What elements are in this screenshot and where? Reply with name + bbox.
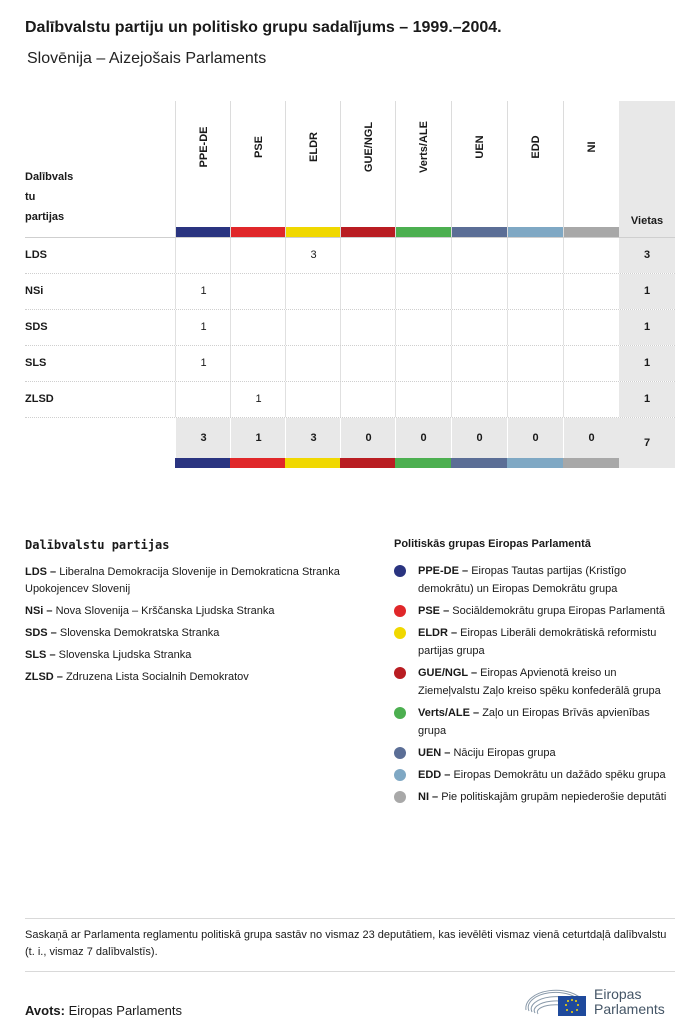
group-full-name: Pie politiskajām grupām nepiederošie deputāti	[438, 791, 667, 803]
seat-count-cell	[340, 310, 396, 345]
seat-count-cell	[451, 382, 507, 417]
group-column-label: Verts/ALE	[417, 121, 430, 173]
party-abbr: NSi –	[25, 605, 53, 617]
group-color-bar	[451, 458, 507, 468]
row-seat-total: 1	[619, 310, 675, 345]
row-seat-total: 1	[619, 382, 675, 417]
party-label: SLS	[25, 357, 47, 369]
group-abbr: PPE-DE –	[418, 565, 469, 577]
seat-count-cell	[340, 382, 396, 417]
source-value: Eiropas Parlaments	[64, 1003, 183, 1018]
party-legend-item	[25, 647, 345, 664]
group-total-cell: 3	[175, 418, 231, 458]
group-column-header	[285, 101, 341, 237]
group-column-label: NI	[585, 141, 598, 153]
group-column-header	[230, 101, 286, 237]
seat-count-cell	[507, 238, 563, 273]
seat-count-cell	[563, 310, 619, 345]
seat-count-cell	[395, 274, 451, 309]
table-row	[25, 381, 675, 417]
group-total-cell: 0	[395, 418, 451, 458]
group-abbr: ELDR –	[418, 627, 458, 639]
party-full-name: Slovenska Demokratska Stranka	[56, 627, 220, 639]
party-legend-item	[25, 564, 345, 598]
group-column-label: EDD	[529, 135, 542, 159]
seat-count-cell	[395, 382, 451, 417]
group-abbr: UEN –	[418, 747, 451, 759]
row-header-label: Dalībvals tu partijas	[25, 171, 74, 223]
party-legend	[25, 538, 345, 691]
seat-count-cell	[507, 346, 563, 381]
party-abbr: ZLSD –	[25, 671, 63, 683]
seat-count-cell: 3	[285, 238, 341, 273]
seat-count-cell	[230, 310, 286, 345]
source-line	[25, 1003, 182, 1018]
grand-total-seats: 7	[619, 418, 675, 468]
party-full-name: Nova Slovenija – Krščanska Ljudska Stranka	[52, 605, 275, 617]
group-legend	[394, 538, 679, 810]
party-abbr: SDS –	[25, 627, 57, 639]
group-column-label: PSE	[252, 135, 265, 159]
group-color-bar	[507, 458, 563, 468]
seat-count-cell	[563, 274, 619, 309]
table-header	[25, 101, 675, 237]
seats-column-header: Vietas	[619, 101, 675, 237]
group-column-label: GUE/NGL	[362, 121, 375, 173]
seat-count-cell: 1	[175, 274, 231, 309]
page-subtitle: Slovēnija – Aizejošais Parlaments	[27, 50, 267, 67]
group-abbr: NI –	[418, 791, 439, 803]
group-column-label: ELDR	[307, 132, 320, 162]
group-color-dot-icon	[394, 769, 406, 781]
party-label: NSi	[25, 285, 44, 297]
group-color-bar	[230, 458, 286, 468]
seat-count-cell: 1	[230, 382, 286, 417]
table-row	[25, 273, 675, 309]
party-legend-item	[25, 625, 345, 642]
party-abbr: LDS –	[25, 566, 57, 578]
seat-count-cell	[451, 238, 507, 273]
european-parliament-logo	[522, 982, 682, 1020]
row-seat-total: 1	[619, 346, 675, 381]
group-full-name: Eiropas Apvienotā kreiso un Ziemeļvalstu Zaļo kreiso spēku konfederālā grupa	[418, 667, 661, 697]
seat-count-cell	[507, 310, 563, 345]
group-full-name: Eiropas Demokrātu un dažādo spēku grupa	[450, 769, 666, 781]
party-legend-item	[25, 603, 345, 620]
source-label: Avots:	[25, 1003, 65, 1018]
group-total-cell: 0	[563, 418, 619, 458]
group-color-bar	[452, 227, 507, 237]
group-column-header	[175, 101, 231, 237]
seat-count-cell	[451, 346, 507, 381]
group-color-dot-icon	[394, 791, 406, 803]
seat-count-cell	[507, 382, 563, 417]
group-color-dot-icon	[394, 627, 406, 639]
seat-distribution-table	[25, 101, 675, 468]
row-seat-total: 1	[619, 274, 675, 309]
party-label: SDS	[25, 321, 48, 333]
seat-count-cell	[563, 238, 619, 273]
totals-row	[25, 417, 675, 468]
party-full-name: Zdruzena Lista Socialnih Demokratov	[62, 671, 249, 683]
group-full-name: Zaļo un Eiropas Brīvās apvienības grupa	[418, 707, 650, 737]
group-column-header	[395, 101, 451, 237]
seat-count-cell	[175, 382, 231, 417]
party-full-name: Liberalna Demokracija Slovenije in Demokraticna Stranka Upokojencev Slovenij	[25, 566, 340, 595]
group-color-bar	[340, 458, 396, 468]
group-total-cell: 3	[285, 418, 341, 458]
seat-count-cell: 1	[175, 346, 231, 381]
group-full-name: Eiropas Liberāli demokrātiskā reformistu partijas grupa	[418, 627, 657, 657]
group-column-header	[507, 101, 563, 237]
group-abbr: GUE/NGL –	[418, 667, 478, 679]
group-column-header	[340, 101, 396, 237]
group-color-bar	[395, 458, 451, 468]
group-legend-item	[394, 704, 679, 740]
group-full-name: Eiropas Tautas partijas (Kristīgo demokrātu) un Eiropas Demokrātu grupa	[418, 565, 627, 595]
group-total-cell: 1	[230, 418, 286, 458]
seat-count-cell	[563, 346, 619, 381]
group-legend-item	[394, 744, 679, 762]
group-color-bar	[396, 227, 451, 237]
group-color-dot-icon	[394, 565, 406, 577]
seat-count-cell	[340, 274, 396, 309]
row-seat-total: 3	[619, 238, 675, 273]
group-color-bar	[564, 227, 619, 237]
logo-text: Eiropas Parlaments	[594, 986, 665, 1017]
group-legend-item	[394, 624, 679, 660]
party-legend-heading: Dalībvalstu partijas	[25, 538, 170, 552]
seat-count-cell	[285, 274, 341, 309]
seat-count-cell	[395, 310, 451, 345]
table-row	[25, 309, 675, 345]
page-title: Dalībvalstu partiju un politisko grupu sadalījums – 1999.–2004.	[25, 19, 502, 36]
group-color-bar	[508, 227, 563, 237]
group-full-name: Sociāldemokrātu grupa Eiropas Parlamentā	[449, 605, 666, 617]
seat-count-cell	[285, 310, 341, 345]
group-color-dot-icon	[394, 605, 406, 617]
seat-count-cell	[563, 382, 619, 417]
group-column-header	[451, 101, 507, 237]
seat-count-cell	[507, 274, 563, 309]
table-row	[25, 345, 675, 381]
party-full-name: Slovenska Ljudska Stranka	[55, 649, 192, 661]
table-row	[25, 237, 675, 273]
group-legend-item	[394, 602, 679, 620]
group-full-name: Nāciju Eiropas grupa	[450, 747, 556, 759]
seat-count-cell	[230, 346, 286, 381]
seat-count-cell	[285, 346, 341, 381]
party-label: ZLSD	[25, 393, 54, 405]
seat-count-cell	[230, 274, 286, 309]
footnote: Saskaņā ar Parlamenta reglamentu politiskā grupa sastāv no vismaz 23 deputātiem, kas ievēlēti vismaz vienā ceturtdaļā dalībvalstu (t. i., vismaz 7 dalībvalstīs).	[25, 918, 675, 972]
group-color-bar	[563, 458, 619, 468]
group-color-bar	[175, 458, 231, 468]
group-color-dot-icon	[394, 667, 406, 679]
group-column-header	[563, 101, 619, 237]
group-column-label: PPE-DE	[197, 126, 210, 168]
group-legend-item	[394, 788, 679, 806]
group-legend-heading: Politiskās grupas Eiropas Parlamentā	[394, 538, 591, 550]
group-total-cell: 0	[507, 418, 563, 458]
group-color-dot-icon	[394, 747, 406, 759]
group-legend-item	[394, 766, 679, 784]
group-total-cell: 0	[340, 418, 396, 458]
group-legend-item	[394, 664, 679, 700]
group-column-label: UEN	[473, 135, 486, 159]
seat-count-cell: 1	[175, 310, 231, 345]
seat-count-cell	[395, 346, 451, 381]
group-color-dot-icon	[394, 707, 406, 719]
group-abbr: Verts/ALE –	[418, 707, 480, 719]
seat-count-cell	[340, 346, 396, 381]
group-color-bar	[176, 227, 231, 237]
parliament-emblem-icon	[522, 982, 588, 1020]
seat-count-cell	[175, 238, 231, 273]
group-abbr: EDD –	[418, 769, 451, 781]
group-abbr: PSE –	[418, 605, 450, 617]
seat-count-cell	[451, 310, 507, 345]
seat-count-cell	[340, 238, 396, 273]
seat-count-cell	[285, 382, 341, 417]
seat-count-cell	[230, 238, 286, 273]
party-label: LDS	[25, 249, 47, 261]
group-color-bar	[341, 227, 396, 237]
party-abbr: SLS –	[25, 649, 56, 661]
party-legend-item	[25, 669, 345, 686]
group-color-bar	[231, 227, 286, 237]
seat-count-cell	[451, 274, 507, 309]
group-color-bar	[285, 458, 341, 468]
group-legend-item	[394, 562, 679, 598]
group-color-bar	[286, 227, 341, 237]
group-total-cell: 0	[451, 418, 507, 458]
seat-count-cell	[395, 238, 451, 273]
